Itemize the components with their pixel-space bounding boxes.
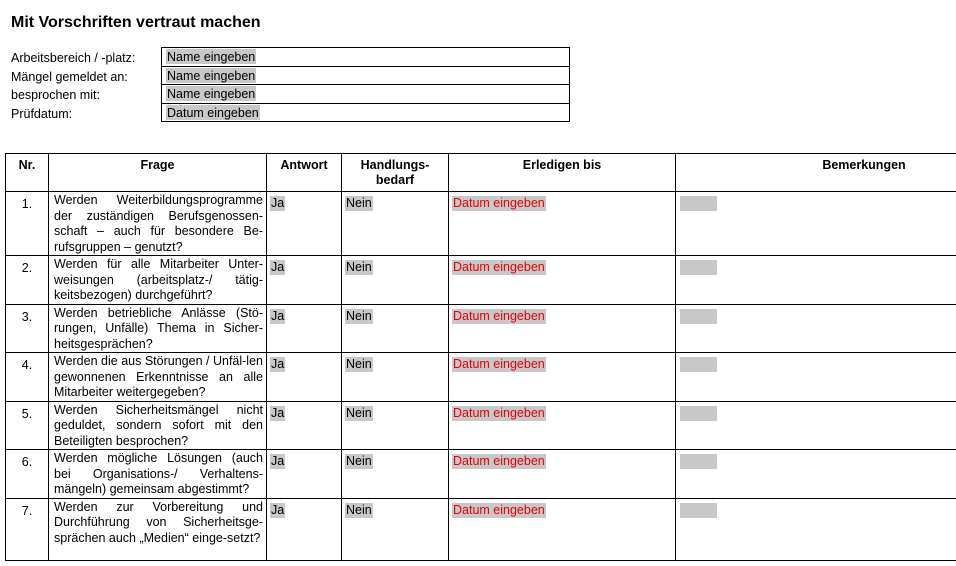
answer-cell[interactable] — [267, 256, 342, 305]
answer-cell[interactable] — [267, 192, 342, 256]
action-cell[interactable] — [342, 353, 449, 402]
remarks-field[interactable] — [680, 503, 717, 518]
table-row — [6, 353, 956, 402]
header-labels — [11, 50, 135, 124]
row-question: Werden die aus Störungen / Unfäl-len gewonnenen Erkenntnisse an alle Mitarbeiter weitergegeben? — [49, 353, 267, 402]
header-erledigen: Erledigen bis — [449, 154, 676, 192]
answer-ja[interactable]: Ja — [271, 260, 285, 274]
arbeitsbereich-value[interactable]: Name eingeben — [167, 50, 256, 64]
table-row — [6, 498, 956, 560]
remarks-cell[interactable] — [676, 401, 956, 450]
row-number: 3. — [6, 304, 49, 353]
header-fields — [161, 47, 570, 122]
answer-cell[interactable] — [267, 304, 342, 353]
row-number: 7. — [6, 498, 49, 560]
due-date-field[interactable]: Datum eingeben — [453, 308, 545, 323]
header-antwort: Antwort — [267, 154, 342, 192]
due-date-field[interactable]: Datum eingeben — [453, 405, 545, 420]
action-nein[interactable]: Nein — [346, 196, 372, 210]
remarks-cell[interactable] — [676, 256, 956, 305]
due-date-cell[interactable] — [449, 498, 676, 560]
header-handlung-line1: Handlungs- — [360, 158, 430, 172]
answer-cell[interactable] — [267, 450, 342, 499]
remarks-field[interactable] — [680, 260, 717, 275]
remarks-field[interactable] — [680, 454, 717, 469]
due-date-cell[interactable] — [449, 353, 676, 402]
answer-ja[interactable]: Ja — [271, 454, 285, 468]
row-number: 2. — [6, 256, 49, 305]
due-date-cell[interactable] — [449, 450, 676, 499]
remarks-cell[interactable] — [676, 192, 956, 256]
label-arbeitsbereich: Arbeitsbereich / -platz: — [11, 51, 136, 65]
due-date-field[interactable]: Datum eingeben — [453, 260, 545, 274]
due-date-field[interactable]: Datum eingeben — [453, 502, 545, 517]
due-date-cell[interactable] — [449, 401, 676, 450]
action-nein[interactable]: Nein — [346, 502, 372, 517]
header-handlung-line2: bedarf — [375, 173, 415, 187]
due-date-cell[interactable] — [449, 256, 676, 305]
pruefdatum-value[interactable]: Datum eingeben — [167, 105, 259, 120]
action-cell[interactable] — [342, 192, 449, 256]
table-row — [6, 192, 956, 256]
page-title: Mit Vorschriften vertraut machen — [11, 14, 261, 31]
row-question: Werden zur Vorbereitung und Durchführung von Sicherheitsge-sprächen auch „Medien“ einge-setzt? — [49, 498, 267, 560]
header-bemerkungen: Bemerkungen — [676, 154, 956, 192]
answer-ja[interactable]: Ja — [271, 308, 285, 323]
header-nr: Nr. — [6, 154, 49, 192]
remarks-cell[interactable] — [676, 304, 956, 353]
table-row — [6, 401, 956, 450]
remarks-cell[interactable] — [676, 353, 956, 402]
action-nein[interactable]: Nein — [346, 260, 372, 274]
action-cell[interactable] — [342, 498, 449, 560]
answer-ja[interactable]: Ja — [271, 196, 285, 210]
due-date-cell[interactable] — [449, 304, 676, 353]
action-cell[interactable] — [342, 304, 449, 353]
table-row — [6, 256, 956, 305]
label-maengel: Mängel gemeldet an: — [11, 69, 128, 84]
answer-cell[interactable] — [267, 353, 342, 402]
action-cell[interactable] — [342, 256, 449, 305]
due-date-field[interactable]: Datum eingeben — [453, 196, 545, 210]
row-number: 1. — [6, 192, 49, 256]
action-nein[interactable]: Nein — [346, 357, 372, 371]
besprochen-value[interactable]: Name eingeben — [167, 87, 256, 101]
remarks-field[interactable] — [680, 196, 717, 211]
action-cell[interactable] — [342, 401, 449, 450]
action-nein[interactable]: Nein — [346, 454, 372, 468]
due-date-field[interactable]: Datum eingeben — [453, 357, 545, 371]
answer-ja[interactable]: Ja — [271, 405, 285, 420]
besprochen-field[interactable] — [162, 85, 569, 104]
due-date-cell[interactable] — [449, 192, 676, 256]
table-row — [6, 304, 956, 353]
remarks-field[interactable] — [680, 309, 717, 324]
checklist-table — [5, 153, 956, 561]
answer-cell[interactable] — [267, 401, 342, 450]
answer-ja[interactable]: Ja — [271, 357, 285, 371]
remarks-field[interactable] — [680, 406, 717, 421]
row-question: Werden für alle Mitarbeiter Unter-weisungen (arbeitsplatz-/ tätig-keitsbezogen) durchgeführt? — [49, 256, 267, 305]
row-question: Werden Sicherheitsmängel nicht geduldet, sondern sofort mit den Beteiligten besprochen? — [49, 401, 267, 450]
remarks-cell[interactable] — [676, 450, 956, 499]
table-row — [6, 450, 956, 499]
remarks-field[interactable] — [680, 357, 717, 372]
table-header-row — [6, 154, 956, 192]
row-number: 5. — [6, 401, 49, 450]
due-date-field[interactable]: Datum eingeben — [453, 454, 545, 468]
action-nein[interactable]: Nein — [346, 405, 372, 420]
label-besprochen: besprochen mit: — [11, 88, 100, 102]
action-cell[interactable] — [342, 450, 449, 499]
maengel-field[interactable] — [162, 67, 569, 86]
maengel-value[interactable]: Name eingeben — [167, 68, 256, 83]
action-nein[interactable]: Nein — [346, 308, 372, 323]
row-question: Werden betriebliche Anlässe (Stö-rungen, Unfälle) Thema in Sicher-heitsgesprächen? — [49, 304, 267, 353]
header-handlungsbedarf — [342, 154, 449, 192]
row-number: 4. — [6, 353, 49, 402]
row-number: 6. — [6, 450, 49, 499]
row-question: Werden mögliche Lösungen (auch bei Organisations-/ Verhaltens-mängeln) gemeinsam abgestimmt? — [49, 450, 267, 499]
remarks-cell[interactable] — [676, 498, 956, 560]
answer-cell[interactable] — [267, 498, 342, 560]
label-pruefdatum: Prüfdatum: — [11, 106, 73, 121]
answer-ja[interactable]: Ja — [271, 502, 285, 517]
arbeitsbereich-field[interactable] — [162, 48, 569, 67]
pruefdatum-field[interactable] — [162, 104, 569, 123]
header-frage: Frage — [49, 154, 267, 192]
row-question: Werden Weiterbildungsprogramme der zuständigen Berufsgenossen-schaft – auch für besondere Be-rufsgruppen – genutzt? — [49, 192, 267, 256]
